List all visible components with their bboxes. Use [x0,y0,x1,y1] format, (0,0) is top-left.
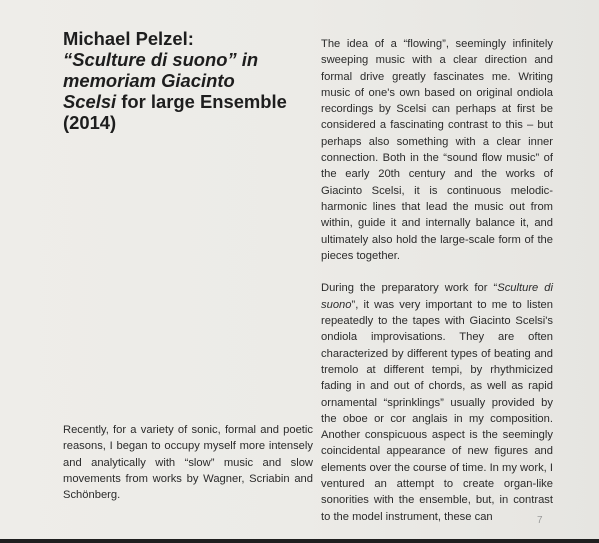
right-column [321,36,553,525]
work-title-italic: Sculture di suono [321,282,554,311]
title-composer: Michael Pelzel: [63,28,194,49]
title-year: (2014) [63,112,117,133]
bottom-edge [0,539,599,543]
title-work-line-2: memoriam Giacinto [63,70,235,91]
page-number: 7 [537,515,543,526]
title-work-line-3-rest: for large Ensemble [116,91,287,112]
body-paragraph-2-intro: During the preparatory work for “ [321,282,498,295]
page-title [63,28,311,133]
body-paragraph-2-rest: ”, it was very important to me to listen repeatedly to the tapes with Giacinto Scelsi's ondiola improvisations. They are often characterized by different types of beating and tremolo at different tempi, by rhythmicized fading in and out of chords, as well as rapid ornamental “sprinklings” usually provided by the oboe or cor anglais in my composition. Another conspicuous aspect is the seemingly coincidental appearance of new figures and elements over the course of time. In my work, I ventured an attempt to create organ-like sonorities with the ensemble, but, in contrast to the model instrument, these can [321,298,553,523]
left-column [63,28,311,133]
body-paragraph-1: The idea of a “flowing”, seemingly infinitely sweeping music with a clear direction and formal drive greatly fascinates me. Writing music of one's own based on original ondiola recordings by Scelsi can perhaps at first be considered a fascinating contrast to this – but perhaps also something with a clear inner connection. Both in the “sound flow music” of the early 20th century and the works of Giacinto Scelsi, it is continuous melodic-harmonic lines that lead the music out from within, guide it and internally balance it, and ultimately also hold the large-scale form of the pieces together. [321,38,553,262]
left-bottom-paragraph: Recently, for a variety of sonic, formal and poetic reasons, I began to occupy myself more intensely and analytically with “slow” music and slow movements from works by Wagner, Scriabin and Schönberg. [63,424,313,502]
body-paragraph-2 [321,280,553,524]
title-work-line-3-italic: Scelsi [63,91,117,112]
title-work-line-1: “Sculture di suono” in [63,49,259,70]
